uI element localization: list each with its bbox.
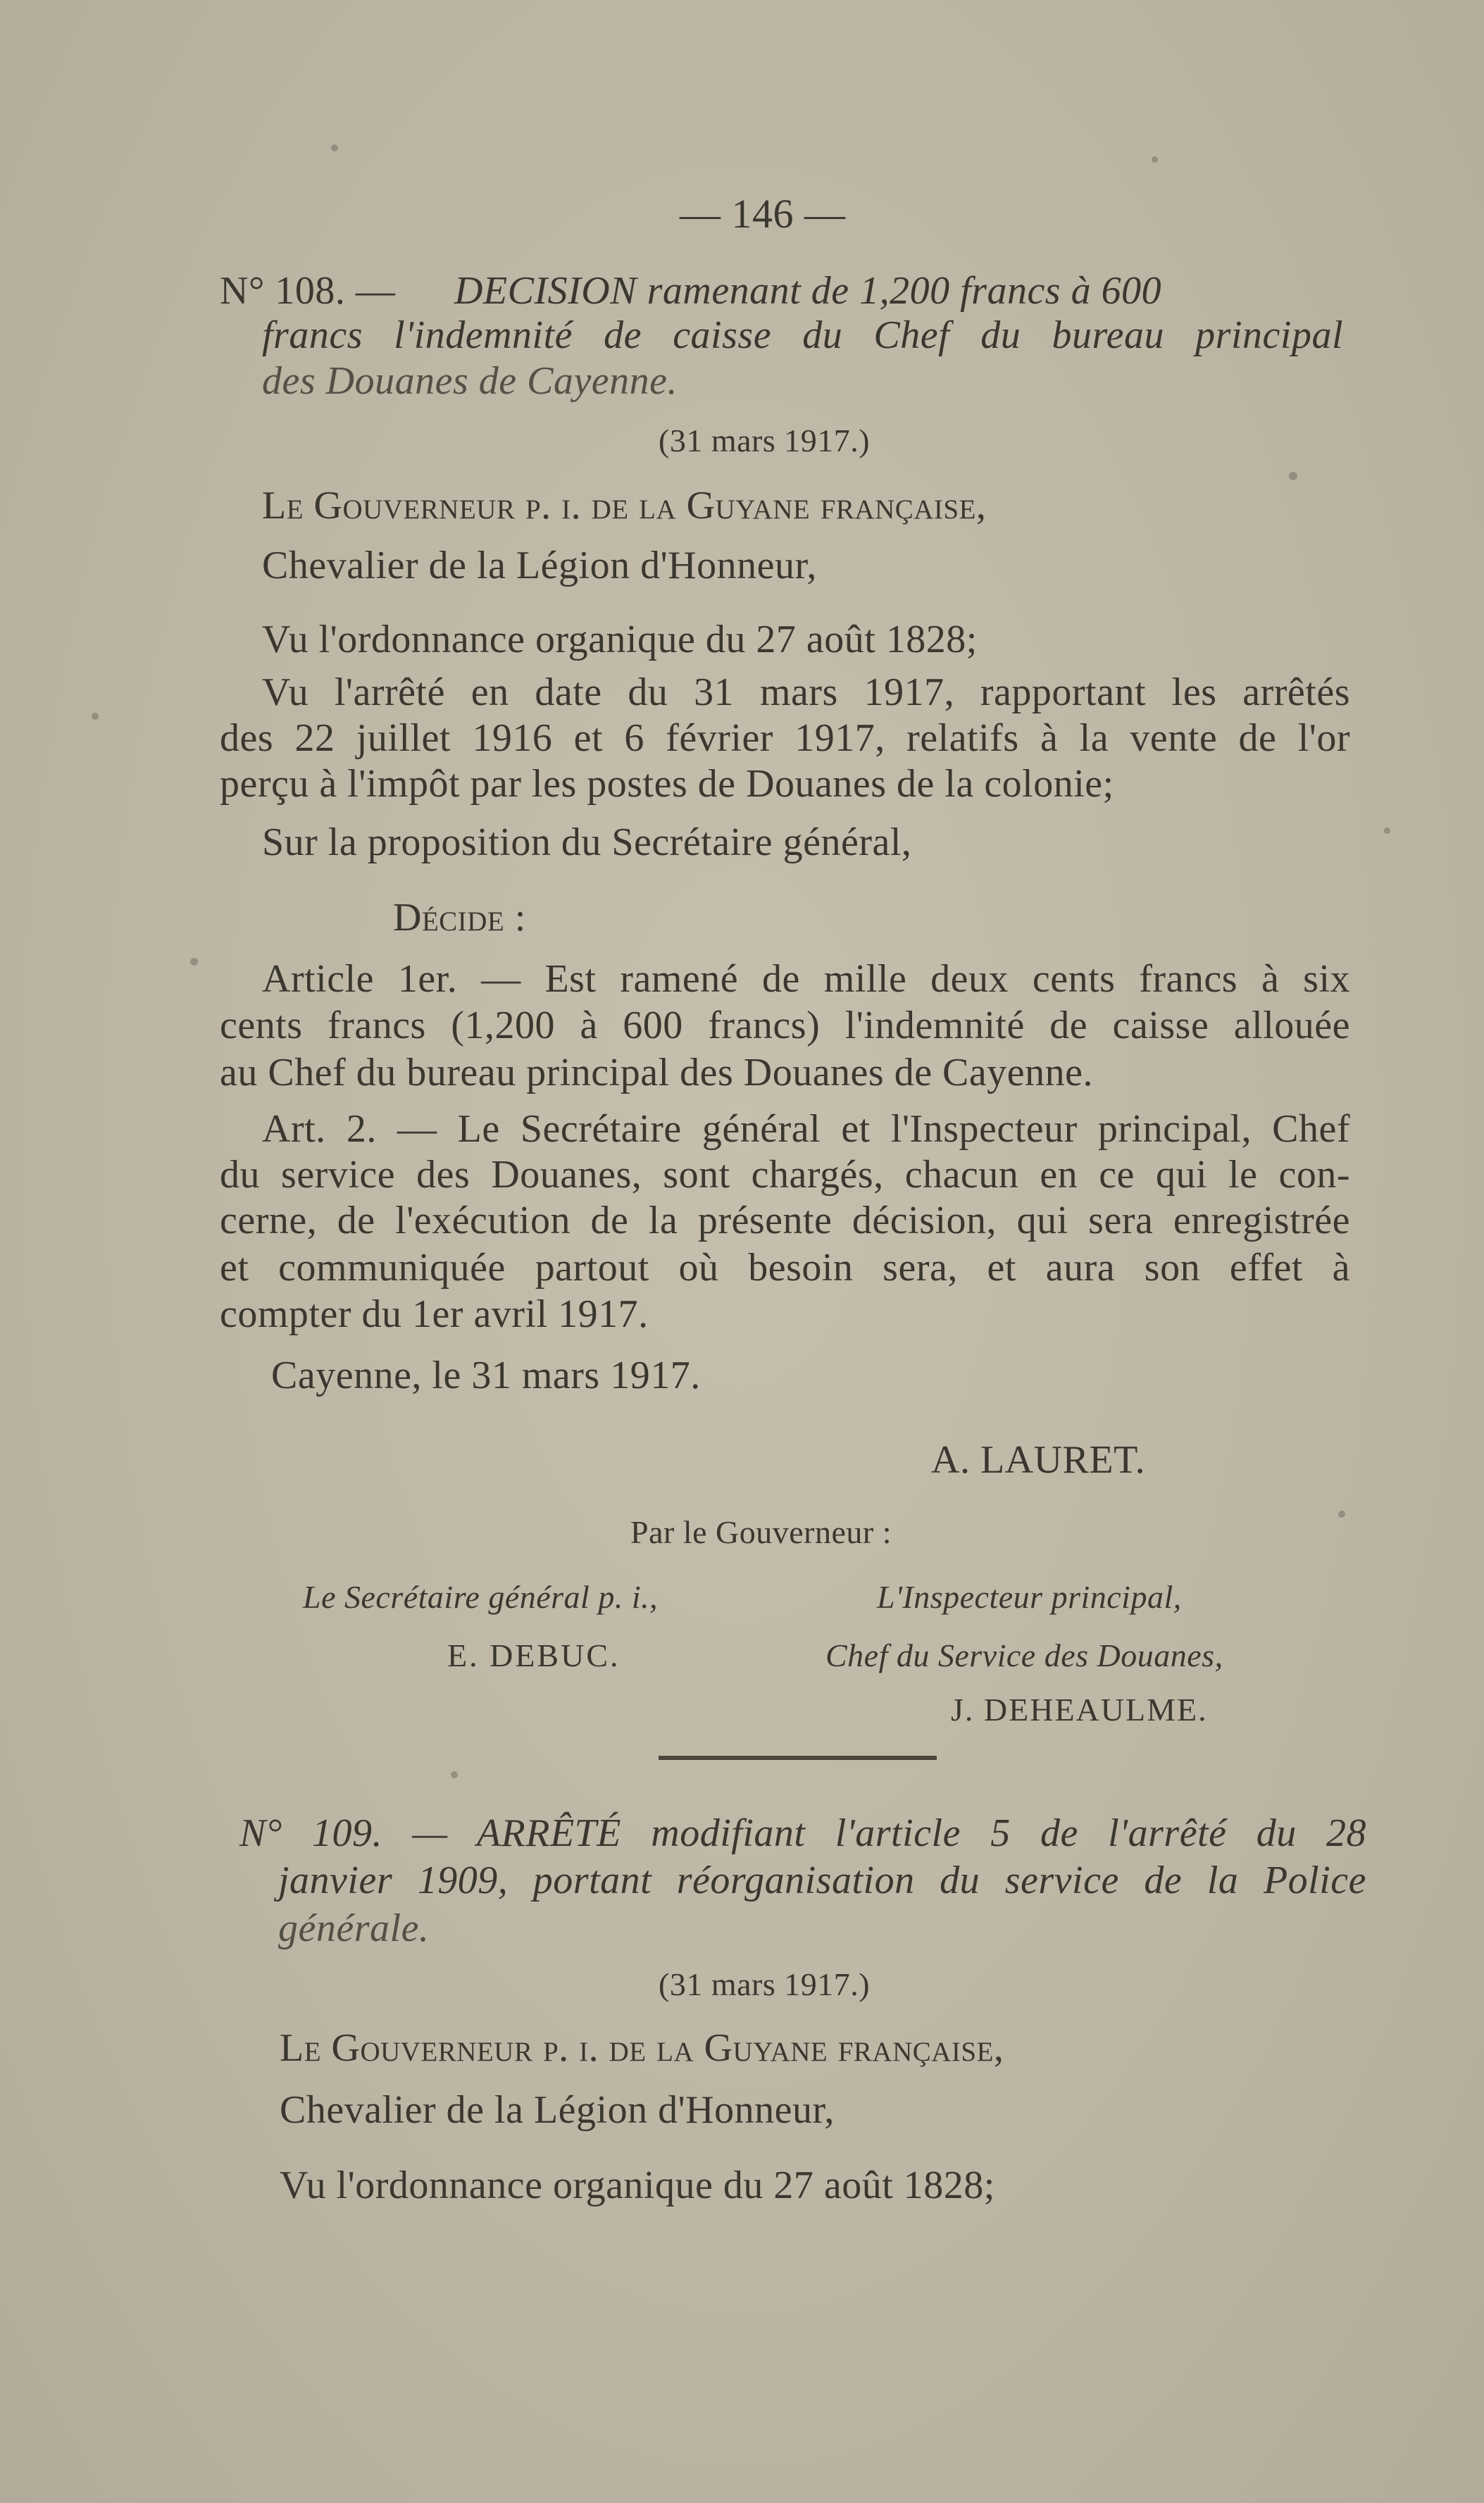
decision-108-article1-line3: au Chef du bureau principal des Douanes de Cayenne. [220, 1051, 1093, 1094]
par-le-gouverneur: Par le Gouverneur : [630, 1514, 892, 1550]
arrete-109-vu-ordonnance: Vu l'ordonnance organique du 27 août 1828; [280, 2164, 995, 2207]
section-divider [659, 1756, 937, 1760]
secretaire-name: E. DEBUC. [447, 1637, 621, 1673]
arrete-109-heading-line3: générale. [278, 1906, 430, 1950]
paper-speck [331, 144, 338, 151]
decision-108-vu-arrete-line1: Vu l'arrêté en date du 31 mars 1917, rapportant les arrêtés [262, 670, 1350, 714]
paper-speck [1384, 828, 1390, 834]
decision-108-article2-line1: Art. 2. — Le Secrétaire général et l'Inspecteur principal, Chef [262, 1107, 1350, 1151]
secretaire-title: Le Secrétaire général p. i., [303, 1579, 659, 1615]
decision-108-date: (31 mars 1917.) [659, 423, 871, 458]
decision-108-article1-line2: cents francs (1,200 à 600 francs) l'indemnité de caisse allouée [220, 1004, 1350, 1047]
decision-108-number: N° 108. — [220, 269, 396, 313]
decision-108-vu-arrete-line3: perçu à l'impôt par les postes de Douanes de la colonie; [220, 762, 1114, 806]
decision-108-governor: Le Gouverneur p. i. de la Guyane française, [262, 484, 987, 528]
decision-108-article2-line3: cerne, de l'exécution de la présente décision, qui sera enregistrée [220, 1199, 1350, 1242]
arrete-109-chevalier: Chevalier de la Légion d'Honneur, [280, 2088, 835, 2132]
decision-108-place-date: Cayenne, le 31 mars 1917. [271, 1354, 701, 1397]
arrete-109-heading-line1: N° 109. — ARRÊTÉ modifiant l'article 5 de l'arrêté du 28 [239, 1811, 1366, 1855]
arrete-109-date: (31 mars 1917.) [659, 1966, 871, 2002]
decision-108-vu-arrete-line2: des 22 juillet 1916 et 6 février 1917, relatifs à la vente de l'or [220, 716, 1350, 760]
paper-speck [451, 1771, 458, 1778]
decision-108-title-line1: DECISION ramenant de 1,200 francs à 600 [454, 269, 1162, 313]
paper-speck [1289, 472, 1297, 480]
paper-speck [1338, 1511, 1345, 1518]
page-number: — 146 — [680, 191, 846, 237]
arrete-109-governor: Le Gouverneur p. i. de la Guyane française, [280, 2026, 1004, 2070]
decision-108-article2-line5: compter du 1er avril 1917. [220, 1292, 649, 1336]
decision-108-article2-line4: et communiquée partout où besoin sera, et aura son effet à [220, 1246, 1350, 1290]
paper-speck [92, 713, 99, 720]
decision-108-title-line3: des Douanes de Cayenne. [262, 359, 678, 403]
inspecteur-title: L'Inspecteur principal, [877, 1579, 1182, 1615]
paper-speck [190, 958, 198, 966]
decision-108-proposition: Sur la proposition du Secrétaire général, [262, 820, 912, 864]
inspecteur-service: Chef du Service des Douanes, [825, 1637, 1223, 1673]
decision-108-article1-line1: Article 1er. — Est ramené de mille deux cents francs à six [262, 957, 1350, 1001]
inspecteur-name: J. DEHEAULME. [951, 1692, 1208, 1728]
decision-108-signatory: A. LAURET. [931, 1438, 1146, 1482]
decision-108-chevalier: Chevalier de la Légion d'Honneur, [262, 544, 817, 587]
paper-speck [1152, 156, 1158, 163]
arrete-109-heading-line2: janvier 1909, portant réorganisation du service de la Police [278, 1859, 1366, 1902]
decision-108-decide: Décide : [393, 896, 526, 940]
decision-108-vu-ordonnance: Vu l'ordonnance organique du 27 août 1828; [262, 618, 978, 661]
decision-108-title-line2: francs l'indemnité de caisse du Chef du bureau principal [262, 313, 1343, 357]
decision-108-article2-line2: du service des Douanes, sont chargés, chacun en ce qui le con- [220, 1153, 1350, 1197]
